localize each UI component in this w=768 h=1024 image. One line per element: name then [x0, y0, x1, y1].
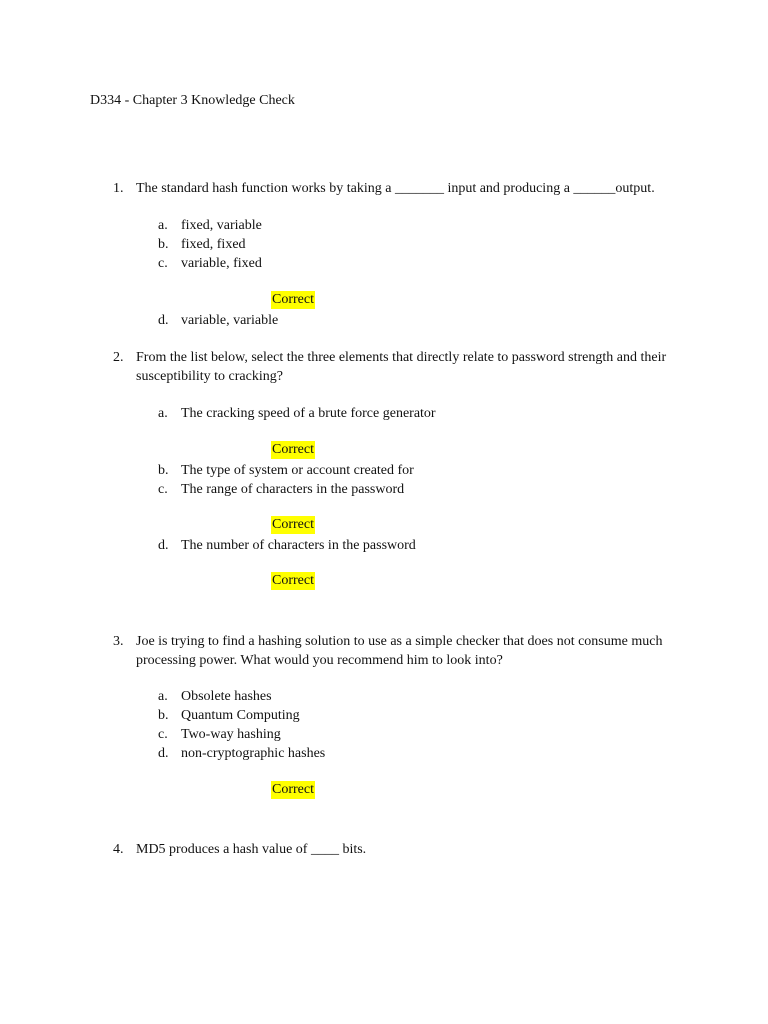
option-text: variable, variable	[181, 313, 279, 328]
option-text: Quantum Computing	[181, 708, 300, 723]
question-text: From the list below, select the three elements that directly relate to password strength and their	[136, 350, 667, 365]
option-letter: b.	[158, 463, 169, 478]
option-letter: c.	[158, 482, 168, 497]
option-letter: a.	[158, 689, 168, 704]
option-text: The type of system or account created for	[181, 463, 414, 478]
option-text: non-cryptographic hashes	[181, 746, 326, 761]
question-number: 4.	[113, 842, 124, 857]
document-title: D334 - Chapter 3 Knowledge Check	[90, 93, 295, 108]
question-text: The standard hash function works by taking a _______ input and producing a ______output.	[136, 181, 655, 196]
question-number: 3.	[113, 634, 124, 649]
option-text: fixed, variable	[181, 218, 262, 233]
option-text: fixed, fixed	[181, 237, 246, 252]
option-letter: d.	[158, 313, 169, 328]
option-text: The number of characters in the password	[181, 538, 416, 553]
option-text: The cracking speed of a brute force generator	[181, 406, 436, 421]
option-letter: d.	[158, 746, 169, 761]
option-letter: c.	[158, 727, 168, 742]
correct-highlight: Correct	[272, 782, 314, 797]
correct-highlight: Correct	[272, 573, 314, 588]
correct-highlight: Correct	[272, 442, 314, 457]
correct-highlight: Correct	[272, 517, 314, 532]
option-text: variable, fixed	[181, 256, 262, 271]
question-text: MD5 produces a hash value of ____ bits.	[136, 842, 367, 857]
option-letter: b.	[158, 708, 169, 723]
option-text: Obsolete hashes	[181, 689, 272, 704]
option-letter: a.	[158, 406, 168, 421]
question-text: processing power. What would you recommend him to look into?	[136, 653, 503, 668]
option-letter: a.	[158, 218, 168, 233]
option-text: Two-way hashing	[181, 727, 281, 742]
question-number: 2.	[113, 350, 124, 365]
question-text: susceptibility to cracking?	[136, 369, 283, 384]
option-letter: c.	[158, 256, 168, 271]
option-text: The range of characters in the password	[181, 482, 405, 497]
option-letter: b.	[158, 237, 169, 252]
option-letter: d.	[158, 538, 169, 553]
correct-highlight: Correct	[272, 292, 314, 307]
question-text: Joe is trying to find a hashing solution to use as a simple checker that does not consume much	[136, 634, 663, 649]
question-number: 1.	[113, 181, 124, 196]
